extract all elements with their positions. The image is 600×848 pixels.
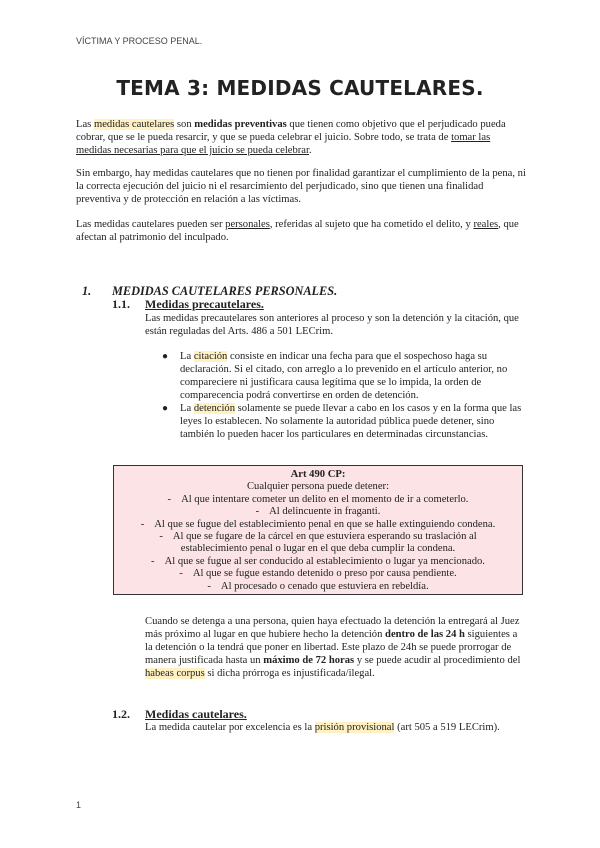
bold-72h: máximo de 72 horas bbox=[263, 655, 355, 666]
box-item: - Al que se fugue del establecimiento penal en que se halle extinguiendo condena. bbox=[140, 518, 496, 530]
bold-24h: dentro de las 24 h bbox=[385, 629, 465, 640]
page-number: 1 bbox=[76, 800, 82, 810]
intro-paragraph-3: Las medidas cautelares pueden ser personales, referidas al sujeto que ha cometido el delito, y reales, que afectan al patrimonio del inculpado. bbox=[76, 219, 519, 243]
highlight-habeas-corpus: habeas corpus bbox=[145, 668, 205, 679]
highlight-prision-provisional: prisión provisional bbox=[314, 722, 395, 733]
box-item: - Al delincuente in fraganti. bbox=[255, 506, 381, 518]
list-item: ● La citación consiste en indicar una fecha para que el sospechoso haga su declaración. Si el citado, con arreglo a lo prevenido en el artículo anterior, no compareciere ni justificara causa legítima que se lo impida, la orden de comparecencia podrá convertirse en orden de detención. bbox=[162, 351, 508, 401]
intro-paragraph-1: Las medidas cautelares son medidas preventivas que tienen como objetivo que el perjudicado pueda cobrar, que se le pueda resarcir, y que se pueda celebrar el juicio. Sobre todo, se trata de tomar las medidas necesarias para que el juicio se pueda celebrar. bbox=[76, 119, 506, 156]
underlined-phrase: tomar las medidas necesarias para que el juicio se pueda celebrar bbox=[76, 132, 491, 156]
highlight-medidas-cautelares: medidas cautelares bbox=[93, 119, 175, 130]
running-header: VÍCTIMA Y PROCESO PENAL. bbox=[76, 36, 203, 46]
section-1-heading: 1. MEDIDAS CAUTELARES PERSONALES. bbox=[82, 284, 338, 298]
detention-paragraph: Cuando se detenga a una persona, quien haya efectuado la detención la entregará al Juez más próximo al lugar en que hubiere hecho la detención dentro de las 24 h siguientes a la detención o la tendrá que poner en libertad. Este plazo de 24h se puede prorrogar de manera justificada hasta un máximo de 72 horas y se puede acudir al procedimiento del habeas corpus si dicha prórroga es injustificada/ilegal. bbox=[145, 616, 521, 679]
cautelares-text: La medida cautelar por excelencia es la prisión provisional (art 505 a 519 LECrim). bbox=[145, 722, 500, 733]
box-title: Art 490 CP: bbox=[290, 469, 346, 480]
box-lead: Cualquier persona puede detener: bbox=[246, 481, 390, 493]
list-item: ● La detención solamente se puede llevar a cabo en los casos y en la forma que las leyes lo establecen. No solamente la autoridad pública puede detener, sino también lo pueden hacer los particulares en determinadas circunstancias. bbox=[162, 403, 522, 440]
page-title: TEMA 3: MEDIDAS CAUTELARES. bbox=[116, 76, 484, 100]
bullet-list bbox=[162, 350, 530, 441]
box-item: - Al que se fugare de la cárcel en que estuviera esperando su traslación al establecimiento penal o lugar en el que deba cumplir la condena. bbox=[159, 531, 477, 555]
highlight-citacion: citación bbox=[193, 351, 228, 362]
bullet-icon: ● bbox=[162, 351, 169, 362]
underlined-reales: reales bbox=[473, 219, 499, 230]
underlined-personales: personales bbox=[225, 219, 270, 230]
intro-paragraph-2: Sin embargo, hay medidas cautelares que no tienen por finalidad garantizar el cumplimiento de la pena, ni la correcta ejecución del juicio ni el resarcimiento del perjudicado, sino que tienen una finalidad preventiva y de protección en relación a las víctimas. bbox=[76, 168, 526, 205]
bold-medidas-preventivas: medidas preventivas bbox=[194, 119, 287, 130]
highlight-detencion: detención bbox=[193, 403, 236, 414]
article-490-box bbox=[113, 465, 523, 595]
box-item: - Al procesado o cenado que estuviera en rebeldía. bbox=[207, 580, 429, 592]
box-item: - Al que se fugue al ser conducido al establecimiento o lugar ya mencionado. bbox=[151, 555, 485, 567]
bullet-icon: ● bbox=[162, 403, 169, 414]
subsection-1-1-heading: 1.1. Medidas precautelares. bbox=[112, 297, 264, 311]
subsection-1-2-heading: 1.2. Medidas cautelares. bbox=[112, 707, 247, 721]
box-item: - Al que intentare cometer un delito en el momento de ir a cometerlo. bbox=[167, 493, 469, 505]
precautelares-text: Las medidas precautelares son anteriores al proceso y son la detención y la citación, que están reguladas del Arts. 486 a 501 LECrim. bbox=[145, 313, 519, 337]
box-item: - Al que se fugue estando detenido o preso por causa pendiente. bbox=[179, 568, 457, 580]
